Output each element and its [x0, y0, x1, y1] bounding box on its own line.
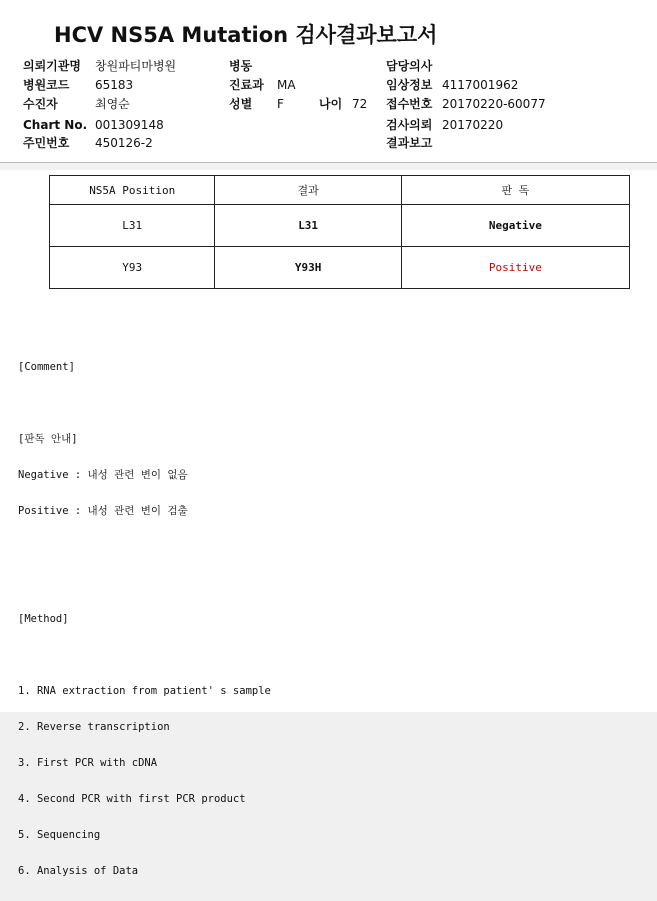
method-step: 5. Sequencing — [18, 829, 101, 841]
method-step: 4. Second PCR with first PCR product — [18, 793, 246, 805]
method-step: 2. Reverse transcription — [18, 721, 170, 733]
age-value: 72 — [352, 97, 368, 111]
hospital-code-label: 병원코드 — [23, 78, 70, 92]
test-request-value: 20170220 — [442, 118, 504, 132]
institution-label: 의뢰기관명 — [23, 59, 81, 73]
table-row — [50, 205, 630, 247]
method-step: 3. First PCR with cDNA — [18, 757, 158, 769]
sex-label: 성별 — [229, 97, 253, 111]
row-interpretation-positive: Positive — [401, 247, 629, 289]
result-report-label: 결과보고 — [386, 136, 433, 150]
row-position: Y93 — [50, 247, 215, 289]
resident-id-value: 450126-2 — [95, 136, 153, 150]
receipt-no-value: 20170220-60077 — [442, 97, 546, 111]
chart-no-value: 001309148 — [95, 118, 164, 132]
sex-value: F — [277, 97, 284, 111]
row-result: L31 — [215, 205, 401, 247]
hospital-code-value: 65183 — [95, 78, 134, 92]
result-table — [49, 175, 630, 289]
header-result: 결과 — [215, 176, 401, 205]
chart-no-label: Chart No. — [23, 118, 88, 132]
resident-id-label: 주민번호 — [23, 136, 70, 150]
test-request-label: 검사의뢰 — [386, 118, 433, 132]
patient-name-label: 수진자 — [23, 97, 58, 111]
header-position: NS5A Position — [50, 176, 215, 205]
report-title: HCV NS5A Mutation 검사결과보고서 — [54, 23, 438, 47]
institution-value: 창원파티마병원 — [95, 59, 177, 73]
table-header-row — [50, 176, 630, 205]
header-separator — [0, 163, 657, 170]
clinical-info-value: 4117001962 — [442, 78, 519, 92]
ward-label: 병동 — [229, 59, 253, 73]
comment-heading: [Comment] — [18, 361, 75, 373]
report-header — [0, 0, 657, 164]
row-interpretation-negative: Negative — [401, 205, 629, 247]
patient-name-value: 최영순 — [95, 97, 130, 111]
row-position: L31 — [50, 205, 215, 247]
row-result: Y93H — [215, 247, 401, 289]
table-row — [50, 247, 630, 289]
receipt-no-label: 접수번호 — [386, 97, 433, 111]
department-label: 진료과 — [229, 78, 264, 92]
doctor-label: 담당의사 — [386, 59, 433, 73]
negative-guide-line: Negative : 내성 관련 변이 없음 — [18, 469, 188, 481]
clinical-info-label: 임상정보 — [386, 78, 433, 92]
method-heading: [Method] — [18, 613, 69, 625]
method-step: 6. Analysis of Data — [18, 865, 139, 877]
header-interpretation: 판 독 — [401, 176, 629, 205]
positive-guide-line: Positive : 내성 관련 변이 검출 — [18, 505, 188, 517]
comment-section — [18, 337, 271, 901]
guide-heading: [판독 안내] — [18, 433, 78, 445]
department-value: MA — [277, 78, 296, 92]
method-step: 1. RNA extraction from patient' s sample — [18, 685, 271, 697]
age-label: 나이 — [319, 97, 343, 111]
